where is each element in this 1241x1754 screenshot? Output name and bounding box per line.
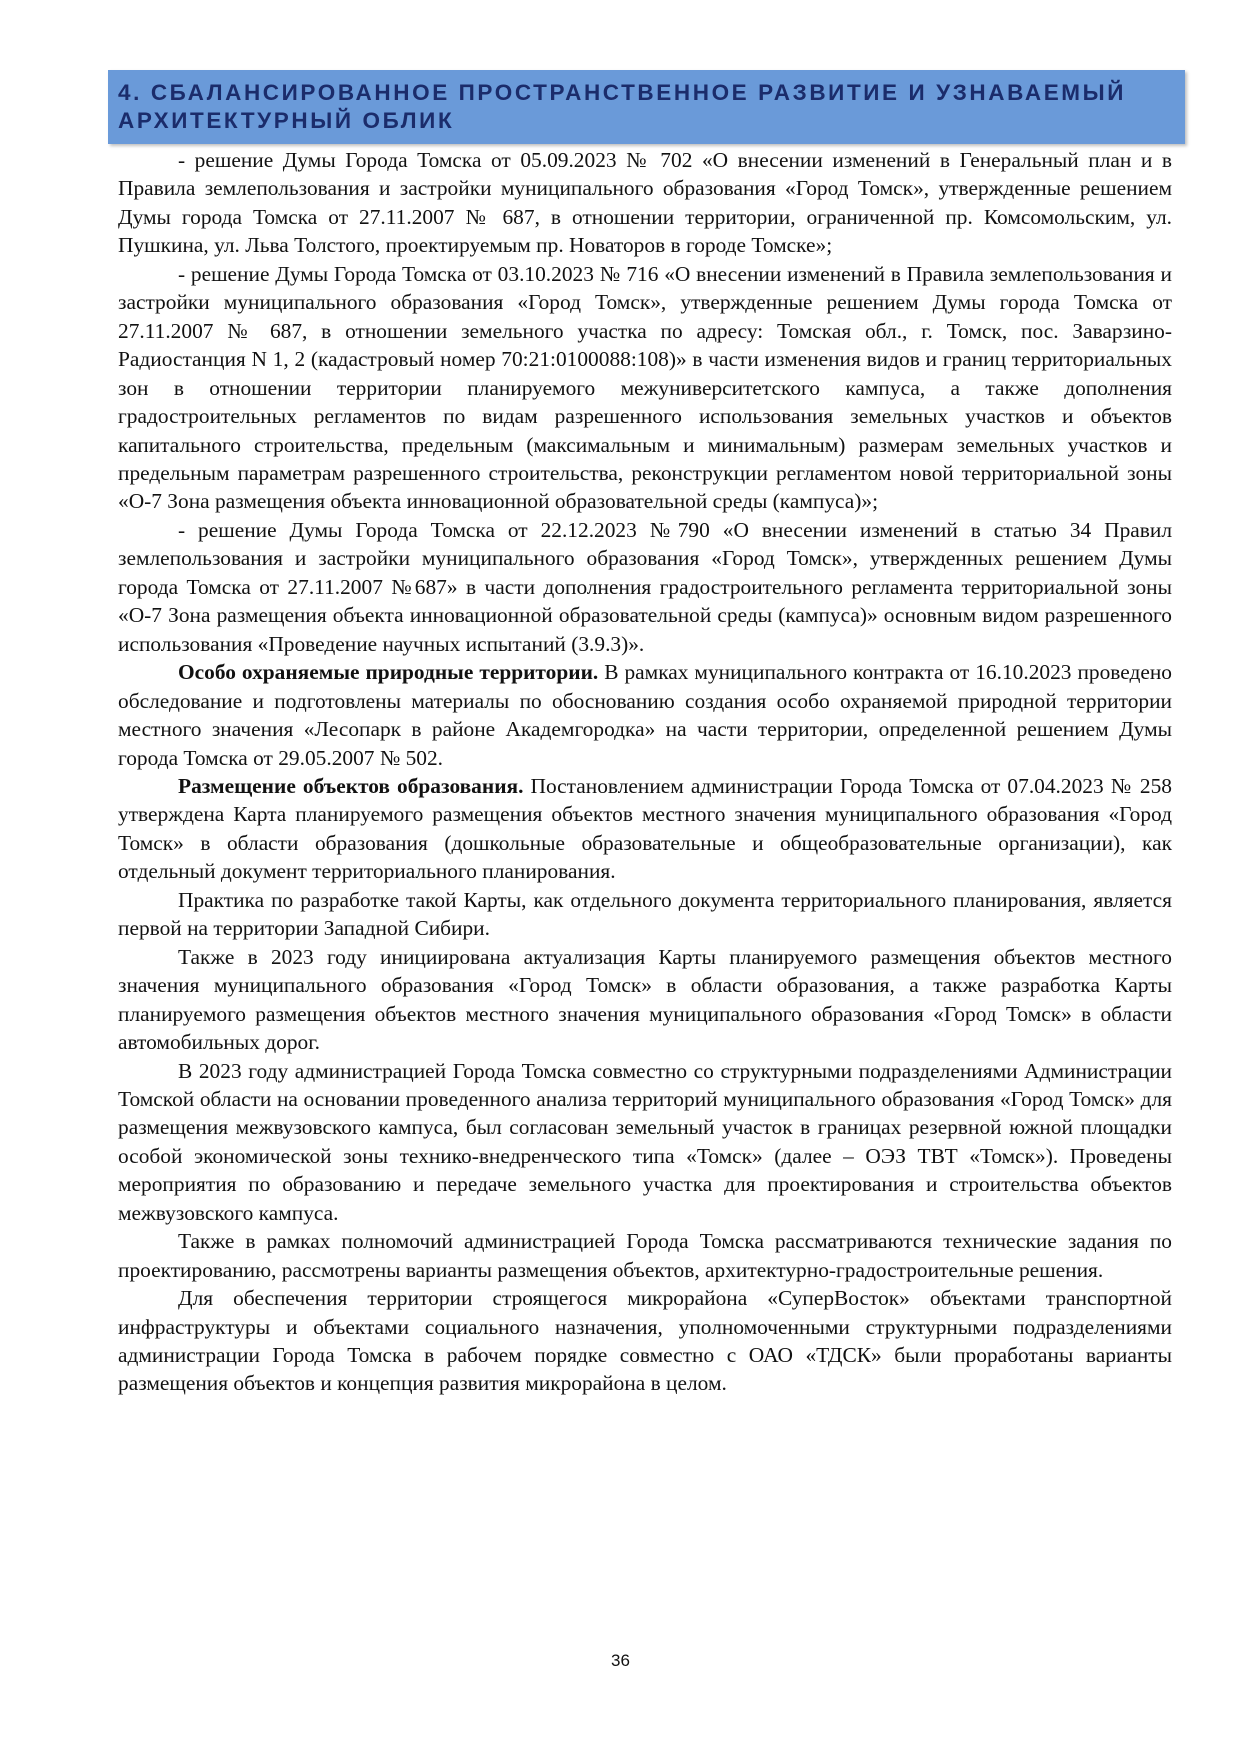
- paragraph-protected-areas: [118, 658, 1172, 772]
- paragraph-decision-716: - решение Думы Города Томска от 03.10.2023 № 716 «О внесении изменений в Правила землепользования и застройки муниципального образования «Город Томск», утвержденные решением Думы города Томска от 27.11.2007 № 687, в отношении земельного участка по адресу: Томская обл., г. Томск, пос. Заварзино-Радиостанция N 1, 2 (кадастровый номер 70:21:0100088:108)» в части изменения видов и границ территориальных зон в отношении территории планируемого межуниверситетского кампуса, а также дополнения градостроительных регламентов по видам разрешенного использования земельных участков и объектов капитального строительства, предельным (максимальным и минимальным) размерам земельных участков и предельным параметрам разрешенного строительства, реконструкции регламентом новой территориальной зоны «О-7 Зона размещения объекта инновационной образовательной среды (кампуса)»;: [118, 261, 1172, 514]
- education-facilities-text: Постановлением администрации Города Томска от 07.04.2023 № 258 утверждена Карта планируемого размещения объектов местного значения муниципального образования «Город Томск» в области образования (дошкольные образовательные и общеобразовательные организации), как отдельный документ территориального планирования.: [118, 773, 1173, 884]
- paragraph-map-update: Также в 2023 году инициирована актуализация Карты планируемого размещения объектов местного значения муниципального образования «Город Томск» в области образования, а также разработка Карты планируемого размещения объектов местного значения муниципального образования «Город Томск» в области автомобильных дорог.: [118, 944, 1172, 1055]
- education-facilities-heading: Размещение объектов образования.: [178, 773, 524, 798]
- paragraph-campus-site: В 2023 году администрацией Города Томска совместно со структурными подразделениями Администрации Томской области на основании проведенного анализа территорий муниципального образования «Город Томск» для размещения межвузовского кампуса, был согласован земельный участок в границах резервной южной площадки особой экономической зоны технико-внедренческого типа «Томск» (далее – ОЭЗ ТВТ «Томск»). Проведены мероприятия по образованию и передаче земельного участка для проектирования и строительства объектов межвузовского кампуса.: [118, 1058, 1172, 1225]
- protected-areas-text: В рамках муниципального контракта от 16.10.2023 проведено обследование и подготовлены материалы по обоснованию создания особо охраняемой природной территории местного значения «Лесопарк в районе Академгородка» на части территории, определенной решением Думы города Томска от 29.05.2007 № 502.: [118, 660, 1172, 770]
- paragraph-supervostok: Для обеспечения территории строящегося микрорайона «СуперВосток» объектами транспортной инфраструктуры и объектами социального назначения, уполномоченными структурными подразделениями администрации Города Томска в рабочем порядке совместно с ОАО «ТДСК» были проработаны варианты размещения объектов и концепция развития микрорайона в целом.: [118, 1286, 1172, 1396]
- document-body: [118, 146, 1172, 1398]
- section-heading: 4. СБАЛАНСИРОВАННОЕ ПРОСТРАНСТВЕННОЕ РАЗВИТИЕ И УЗНАВАЕМЫЙ АРХИТЕКТУРНЫЙ ОБЛИК: [118, 80, 1127, 133]
- section-header: [108, 70, 1185, 144]
- paragraph-practice: Практика по разработке такой Карты, как отдельного документа территориального планирования, является первой на территории Западной Сибири.: [118, 887, 1172, 941]
- protected-areas-heading: Особо охраняемые природные территории.: [178, 660, 599, 685]
- paragraph-technical-tasks: Также в рамках полномочий администрацией Города Томска рассматриваются технические задания по проектированию, рассмотрены варианты размещения объектов, архитектурно-градостроительные решения.: [118, 1229, 1172, 1282]
- page-number: 36: [611, 1651, 630, 1670]
- paragraph-decision-790: - решение Думы Города Томска от 22.12.2023 №790 «О внесении изменений в статью 34 Правил землепользования и застройки муниципального образования «Город Томск», утвержденных решением Думы города Томска от 27.11.2007 №687» в части дополнения градостроительного регламента территориальной зоны «О-7 Зона размещения объекта инновационной образовательной среды (кампуса)» основным видом разрешенного использования «Проведение научных испытаний (3.9.3)».: [118, 517, 1172, 656]
- paragraph-decision-702: - решение Думы Города Томска от 05.09.2023 № 702 «О внесении изменений в Генеральный план и в Правила землепользования и застройки муниципального образования «Город Томск», утвержденные решением Думы города Томска от 27.11.2007 № 687, в отношении территории, ограниченной пр. Комсомольским, ул. Пушкина, ул. Льва Толстого, проектируемым пр. Новаторов в городе Томске»;: [118, 148, 1172, 258]
- paragraph-education-facilities: [118, 772, 1172, 886]
